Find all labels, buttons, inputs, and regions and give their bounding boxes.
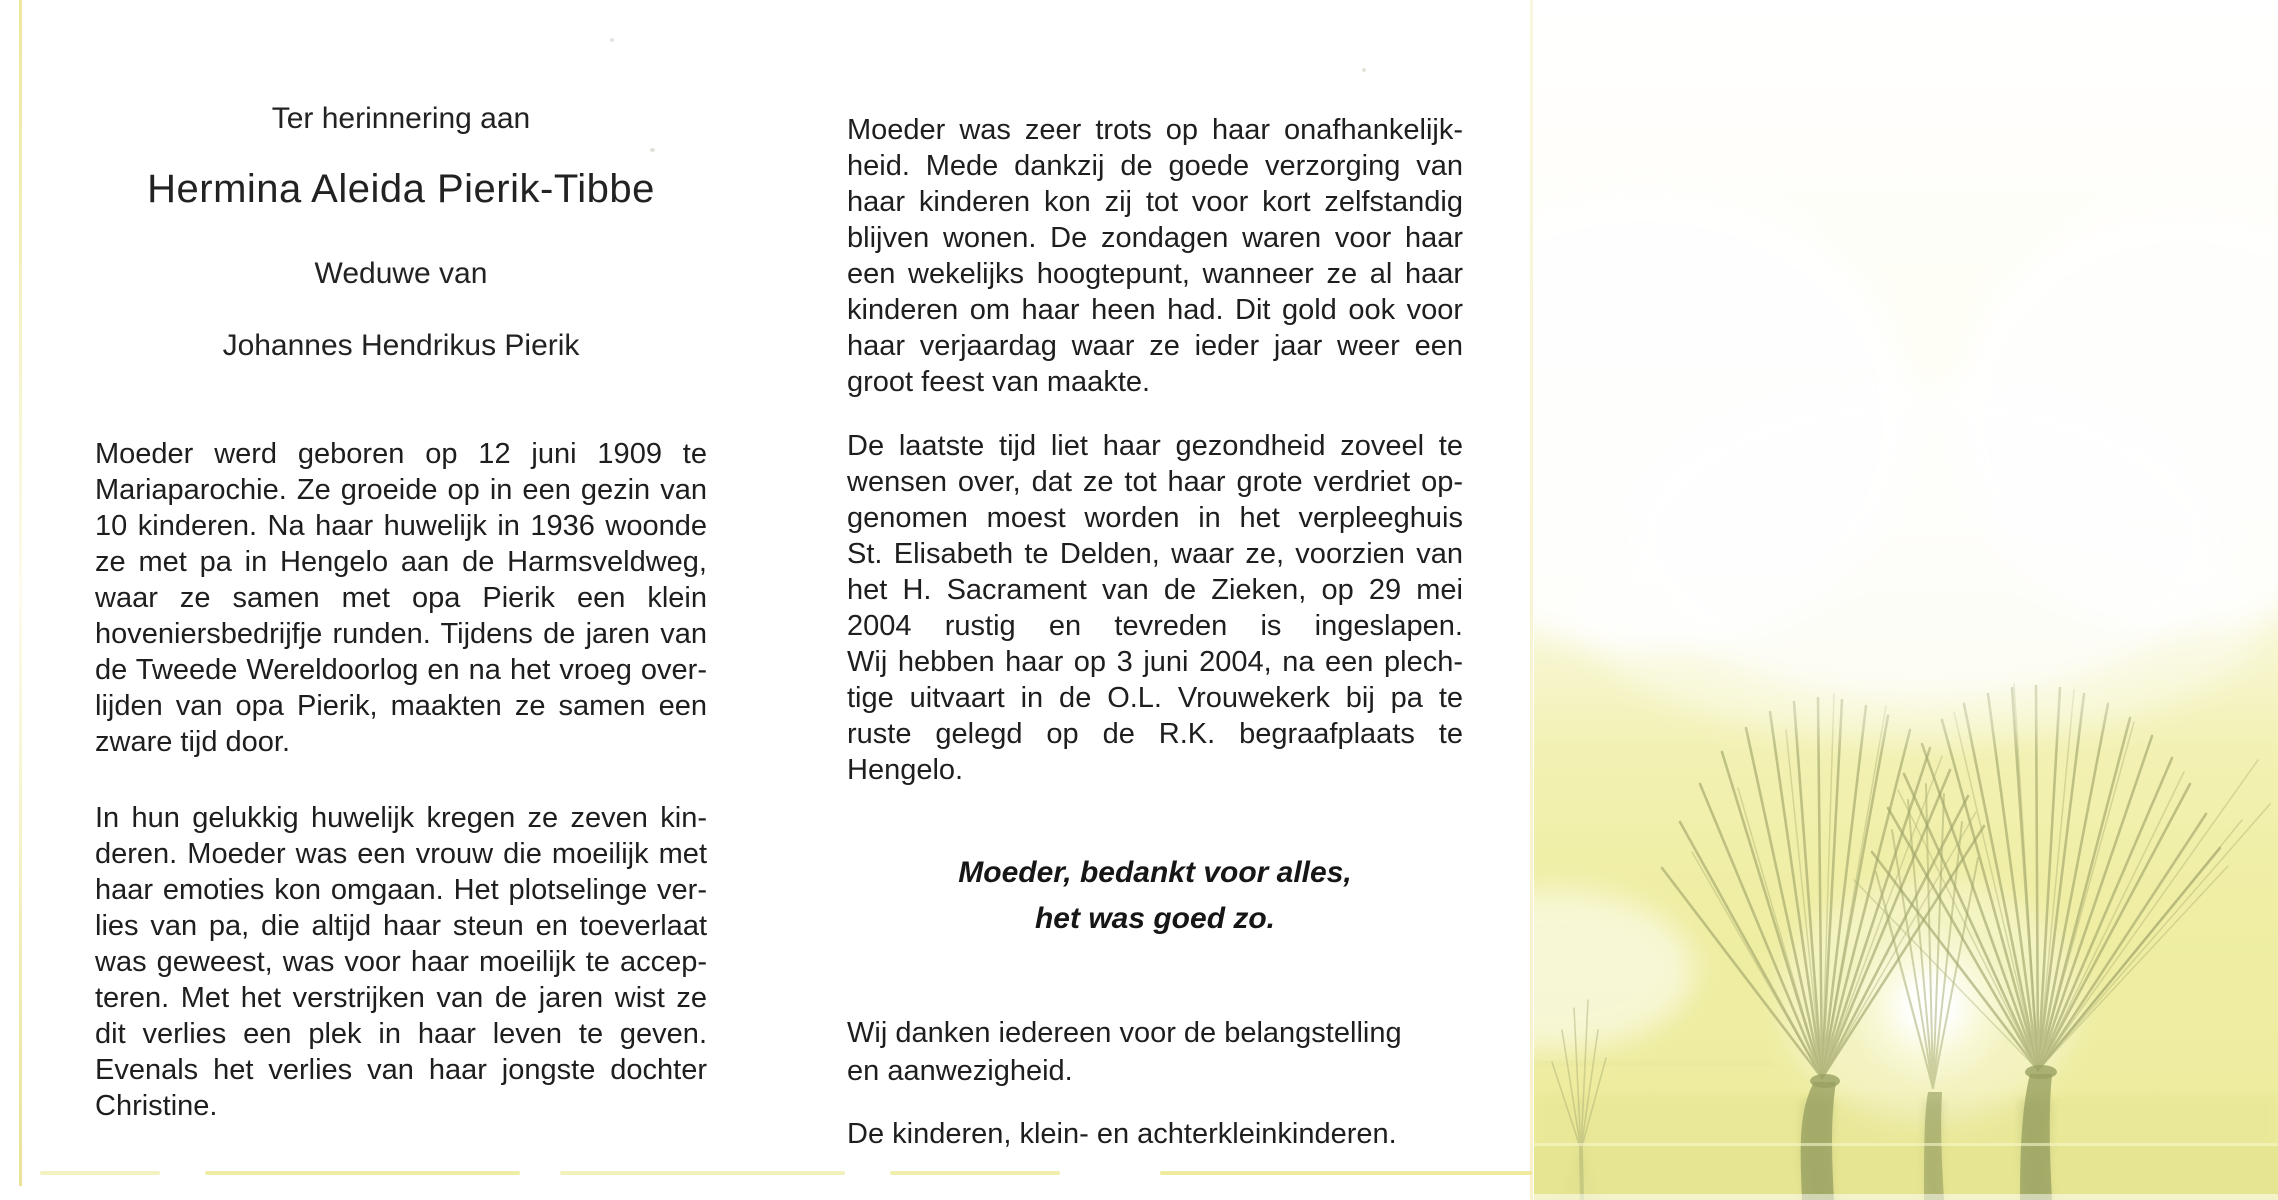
relation-label: Weduwe van: [314, 257, 488, 290]
text-line: lies van pa, die altijd haar steun en toeverlaat: [95, 910, 707, 942]
text-line: Christine.: [95, 1090, 218, 1122]
text-line: In hun gelukkig huwelijk kregen ze zeven kin-: [95, 802, 707, 834]
card-bottom-edge-line: [560, 1171, 845, 1175]
text-line: genomen moest worden in het verpleeghuis: [847, 502, 1463, 534]
text-line: haar emoties kon omgaan. Het plotselinge ver-: [95, 874, 707, 906]
text-line: hoveniersbedrijfje runden. Tijdens de jaren van: [95, 618, 707, 650]
signoff-text: De kinderen, klein- en achterkleinkinderen.: [847, 1118, 1397, 1150]
left-paragraph-1: [95, 436, 707, 760]
text-line: tige uitvaart in de O.L. Vrouwekerk bij pa te: [847, 682, 1463, 714]
spouse-name: Johannes Hendrikus Pierik: [222, 329, 580, 362]
text-line: waar ze samen met opa Pierik een klein: [95, 582, 707, 614]
card-bottom-edge-line: [890, 1171, 1060, 1175]
willow-sunrise-artwork: [1534, 0, 2278, 1200]
text-line: Wij danken iedereen voor de belangstelling: [847, 1017, 1402, 1049]
middle-paragraph-2: [847, 428, 1463, 788]
card-bottom-edge-line: [205, 1171, 520, 1175]
text-line: Evenals het verlies van haar jongste dochter: [95, 1054, 707, 1086]
text-line: 2004 rustig en tevreden is ingeslapen.: [847, 610, 1463, 642]
text-line: 10 kinderen. Na haar huwelijk in 1936 woonde: [95, 510, 707, 542]
text-line: groot feest van maakte.: [847, 366, 1151, 398]
card-bottom-edge-line: [1160, 1171, 1532, 1175]
text-line: Moeder, bedankt voor alles,: [958, 856, 1352, 889]
text-line: zware tijd door.: [95, 726, 291, 758]
water-band: [1534, 1146, 2278, 1200]
middle-panel: [847, 0, 1463, 1200]
left-panel: [95, 0, 707, 1200]
text-line: blijven wonen. De zondagen waren voor haar: [847, 222, 1463, 254]
memorial-tagline: Ter herinnering aan: [271, 102, 531, 135]
left-paragraph-2: [95, 800, 707, 1124]
text-line: teren. Met het verstrijken van de jaren wist ze: [95, 982, 707, 1014]
text-line: de Tweede Wereldoorlog en na het vroeg over-: [95, 654, 707, 686]
text-line: Moeder was zeer trots op haar onafhankelijk-: [847, 114, 1463, 146]
text-line: het was goed zo.: [1034, 902, 1276, 935]
text-line: kinderen om haar heen had. Dit gold ook voor: [847, 294, 1463, 326]
text-line: St. Elisabeth te Delden, waar ze, voorzien van: [847, 538, 1463, 570]
card-fold-line: [1530, 0, 1533, 1200]
scan-speck: [1362, 68, 1366, 72]
text-line: haar verjaardag waar ze ieder jaar weer een: [847, 330, 1463, 362]
text-line: wensen over, dat ze tot haar grote verdriet op-: [847, 466, 1463, 498]
text-line: haar kinderen kon zij tot voor kort zelfstandig: [847, 186, 1463, 218]
text-line: lijden van opa Pierik, maakten ze samen een: [95, 690, 707, 722]
text-line: deren. Moeder was een vrouw die moeilijk met: [95, 838, 707, 870]
scan-speck: [610, 38, 614, 42]
text-line: was geweest, was voor haar moeilijk te accep-: [95, 946, 707, 978]
text-line: ze met pa in Hengelo aan de Harmsveldweg,: [95, 546, 707, 578]
text-line: Mariaparochie. Ze groeide op in een gezin van: [95, 474, 707, 506]
text-line: Hengelo.: [847, 754, 964, 786]
thanks-text: [847, 1014, 1463, 1090]
middle-paragraph-1: [847, 112, 1463, 400]
text-line: en aanwezigheid.: [847, 1055, 1073, 1087]
text-line: het H. Sacrament van de Zieken, op 29 mei: [847, 574, 1463, 606]
memorial-quote: [847, 850, 1463, 942]
text-line: Wij hebben haar op 3 juni 2004, na een plech-: [847, 646, 1463, 678]
card-left-edge-line: [19, 0, 22, 1186]
text-line: ruste gelegd op de R.K. begraafplaats te: [847, 718, 1463, 750]
text-line: De laatste tijd liet haar gezondheid zoveel te: [847, 430, 1463, 462]
scan-speck: [650, 148, 655, 152]
text-line: dit verlies een plek in haar leven te geven.: [95, 1018, 707, 1050]
deceased-name: Hermina Aleida Pierik-Tibbe: [147, 167, 655, 211]
text-line: heid. Mede dankzij de goede verzorging van: [847, 150, 1463, 182]
card-bottom-edge-line: [40, 1171, 160, 1175]
text-line: Moeder werd geboren op 12 juni 1909 te: [95, 438, 707, 470]
text-line: een wekelijks hoogtepunt, wanneer ze al haar: [847, 258, 1463, 290]
